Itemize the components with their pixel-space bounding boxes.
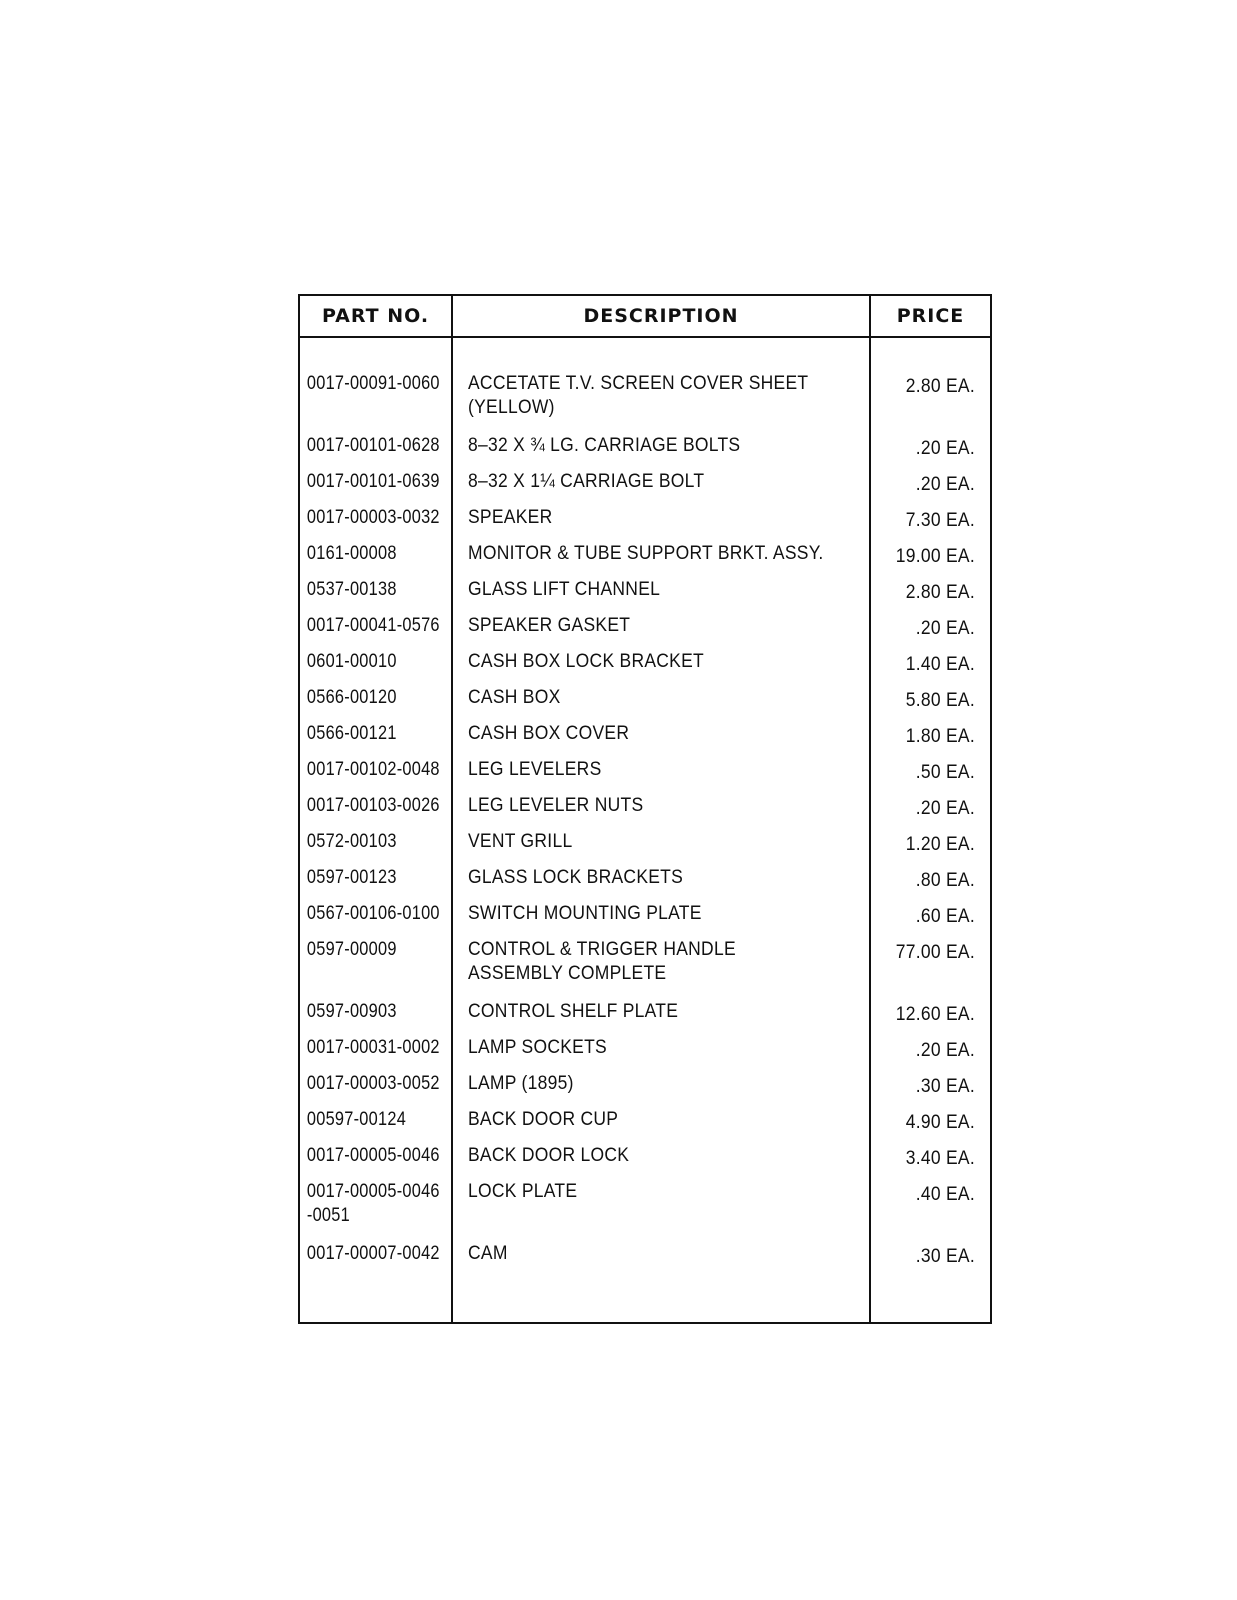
- price-cell: 77.00 EA.: [895, 942, 975, 963]
- table-row: [300, 1000, 990, 1036]
- description-cell: VENT GRILL: [468, 831, 573, 852]
- table-row: [300, 794, 990, 830]
- part-number-cell: 0017-00101-0639: [306, 471, 440, 492]
- part-number-cell: 0017-00101-0628: [306, 435, 440, 456]
- part-number-cell: 0597-00009: [306, 939, 397, 960]
- description-cell: CASH BOX COVER: [468, 723, 630, 744]
- part-number-cell: 0017-00031-0002: [306, 1037, 440, 1058]
- price-cell: .20 EA.: [915, 438, 975, 459]
- description-cell: CASH BOX: [468, 687, 561, 708]
- description-cell: CAM: [468, 1243, 508, 1264]
- price-cell: .20 EA.: [915, 618, 975, 639]
- table-row: [300, 686, 990, 722]
- table-row: [300, 578, 990, 614]
- table-row: [300, 470, 990, 506]
- description-cell: LAMP SOCKETS: [468, 1037, 607, 1058]
- price-cell: 4.90 EA.: [905, 1112, 975, 1133]
- table-row: [300, 614, 990, 650]
- description-cell: MONITOR & TUBE SUPPORT BRKT. ASSY.: [468, 543, 824, 564]
- table-row: [300, 1108, 990, 1144]
- part-number-cell: 0017-00103-0026: [306, 795, 440, 816]
- price-cell: 19.00 EA.: [895, 546, 975, 567]
- price-cell: 1.40 EA.: [905, 654, 975, 675]
- description-cell: ACCETATE T.V. SCREEN COVER SHEET (YELLOW): [468, 373, 809, 418]
- header-description: DESCRIPTION: [583, 305, 739, 327]
- price-cell: .60 EA.: [915, 906, 975, 927]
- price-cell: 2.80 EA.: [905, 376, 975, 397]
- description-cell: BACK DOOR LOCK: [468, 1145, 630, 1166]
- table-row: [300, 902, 990, 938]
- part-number-cell: 0017-00102-0048: [306, 759, 440, 780]
- table-row: [300, 722, 990, 758]
- table-row: [300, 1180, 990, 1242]
- description-cell: SPEAKER GASKET: [468, 615, 631, 636]
- part-number-cell: 0017-00091-0060: [306, 373, 440, 394]
- description-cell: LEG LEVELERS: [468, 759, 602, 780]
- header-price: PRICE: [896, 305, 965, 327]
- description-cell: 8–32 X 1¼ CARRIAGE BOLT: [468, 471, 705, 492]
- price-cell: 1.80 EA.: [905, 726, 975, 747]
- price-cell: .30 EA.: [915, 1246, 975, 1267]
- table-row: [300, 650, 990, 686]
- part-number-cell: 0597-00903: [306, 1001, 397, 1022]
- part-number-cell: 0597-00123: [306, 867, 397, 888]
- description-cell: CONTROL & TRIGGER HANDLE ASSEMBLY COMPLETE: [468, 939, 736, 984]
- description-cell: GLASS LIFT CHANNEL: [468, 579, 661, 600]
- table-row: [300, 372, 990, 434]
- part-number-cell: 0567-00106-0100: [306, 903, 440, 924]
- part-number-cell: 0017-00003-0052: [306, 1073, 440, 1094]
- price-cell: .20 EA.: [915, 798, 975, 819]
- table-row: [300, 506, 990, 542]
- header-divider: [300, 336, 990, 338]
- part-number-cell: 0017-00005-0046: [306, 1145, 440, 1166]
- part-number-cell: 0566-00120: [306, 687, 397, 708]
- table-row: [300, 1036, 990, 1072]
- part-number-cell: 0017-00003-0032: [306, 507, 440, 528]
- price-cell: .30 EA.: [915, 1076, 975, 1097]
- part-number-cell: 0017-00007-0042: [306, 1243, 440, 1264]
- price-cell: .80 EA.: [915, 870, 975, 891]
- table-row: [300, 1144, 990, 1180]
- price-cell: .20 EA.: [915, 474, 975, 495]
- price-cell: 1.20 EA.: [905, 834, 975, 855]
- description-cell: CASH BOX LOCK BRACKET: [468, 651, 705, 672]
- description-cell: 8–32 X ¾ LG. CARRIAGE BOLTS: [468, 435, 741, 456]
- price-cell: 12.60 EA.: [895, 1004, 975, 1025]
- table-row: [300, 434, 990, 470]
- price-cell: 7.30 EA.: [905, 510, 975, 531]
- price-cell: 3.40 EA.: [905, 1148, 975, 1169]
- table-row: [300, 758, 990, 794]
- table-row: [300, 1072, 990, 1108]
- table-row: [300, 1242, 990, 1278]
- part-number-cell: 0161-00008: [306, 543, 397, 564]
- table-row: [300, 830, 990, 866]
- part-number-cell: 0601-00010: [306, 651, 397, 672]
- part-number-cell: 00597-00124: [306, 1109, 407, 1130]
- price-cell: 2.80 EA.: [905, 582, 975, 603]
- description-cell: LEG LEVELER NUTS: [468, 795, 644, 816]
- part-number-cell: 0017-00041-0576: [306, 615, 440, 636]
- price-cell: 5.80 EA.: [905, 690, 975, 711]
- price-cell: .50 EA.: [915, 762, 975, 783]
- description-cell: GLASS LOCK BRACKETS: [468, 867, 684, 888]
- description-cell: CONTROL SHELF PLATE: [468, 1001, 679, 1022]
- price-cell: .40 EA.: [915, 1184, 975, 1205]
- table-row: [300, 938, 990, 1000]
- header-part-no: PART NO.: [321, 305, 430, 327]
- part-number-cell: 0566-00121: [306, 723, 397, 744]
- description-cell: SPEAKER: [468, 507, 553, 528]
- part-number-cell: 0537-00138: [306, 579, 397, 600]
- description-cell: LOCK PLATE: [468, 1181, 578, 1202]
- table-row: [300, 866, 990, 902]
- table-row: [300, 542, 990, 578]
- description-cell: SWITCH MOUNTING PLATE: [468, 903, 702, 924]
- table-body: [300, 372, 990, 1278]
- description-cell: LAMP (1895): [468, 1073, 574, 1094]
- part-number-cell: 0017-00005-0046 -0051: [306, 1181, 440, 1226]
- description-cell: BACK DOOR CUP: [468, 1109, 619, 1130]
- price-cell: .20 EA.: [915, 1040, 975, 1061]
- parts-price-table: [298, 294, 992, 1324]
- part-number-cell: 0572-00103: [306, 831, 397, 852]
